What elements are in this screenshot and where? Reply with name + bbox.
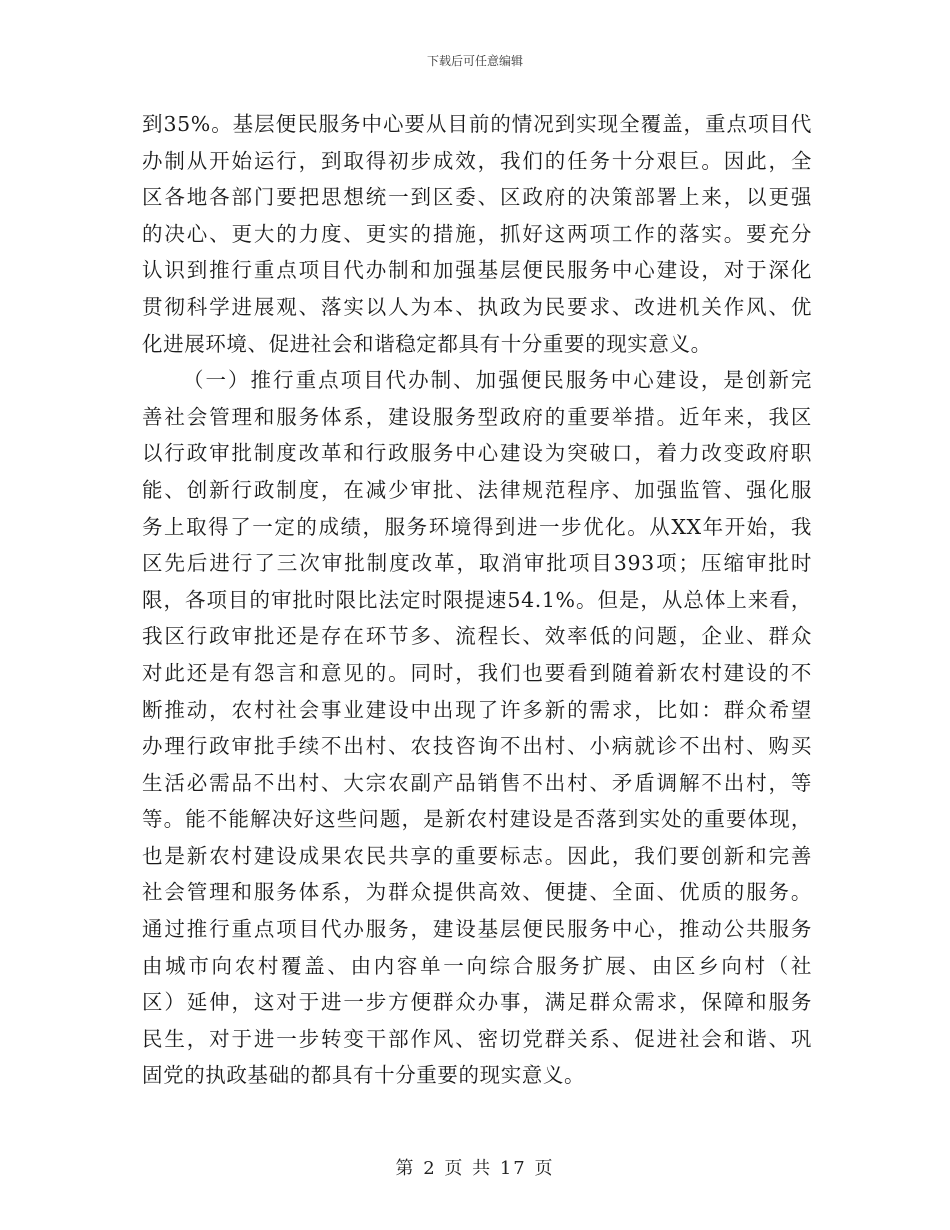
text-line: 对此还是有怨言和意见的。同时，我们也要看到随着新农村建设的不 <box>142 660 812 685</box>
text-line: 务上取得了一定的成绩，服务环境得到进一步优化。从XX年开始，我 <box>142 514 812 539</box>
text-line: 民生，对于进一步转变干部作风、密切党群关系、促进社会和谐、巩 <box>142 1026 812 1051</box>
text-line: 断推动，农村社会事业建设中出现了许多新的需求，比如：群众希望 <box>142 697 812 722</box>
paragraph-start-line: （一）推行重点项目代办制、加强便民服务中心建设，是创新完 <box>183 368 812 393</box>
text-line: 生活必需品不出村、大宗农副产品销售不出村、矛盾调解不出村，等 <box>142 770 812 795</box>
text-line: 通过推行重点项目代办服务，建设基层便民服务中心，推动公共服务 <box>142 917 812 942</box>
text-line: 化进展环境、促进社会和谐稳定都具有十分重要的现实意义。 <box>142 331 712 356</box>
body-text <box>142 106 812 1094</box>
text-line: 我区行政审批还是存在环节多、流程长、效率低的问题，企业、群众 <box>142 624 812 649</box>
text-line: 固党的执政基础的都具有十分重要的现实意义。 <box>142 1063 586 1088</box>
text-line: 办理行政审批手续不出村、农技咨询不出村、小病就诊不出村、购买 <box>142 734 812 759</box>
text-line: 认识到推行重点项目代办制和加强基层便民服务中心建设，对于深化 <box>142 258 812 283</box>
text-line: 由城市向农村覆盖、由内容单一向综合服务扩展、由区乡向村（社 <box>142 953 812 978</box>
text-line: 以行政审批制度改革和行政服务中心建设为突破口，着力改变政府职 <box>142 441 812 466</box>
text-line: 区各地各部门要把思想统一到区委、区政府的决策部署上来，以更强 <box>142 185 812 210</box>
page-number-footer: 第 2 页 共 17 页 <box>395 1158 555 1179</box>
text-line: 也是新农村建设成果农民共享的重要标志。因此，我们要创新和完善 <box>142 843 812 868</box>
text-line: 限，各项目的审批时限比法定时限提速54.1%。但是，从总体上来看， <box>142 587 812 612</box>
page-header: 下载后可任意编辑 <box>426 54 523 68</box>
text-line: 到35%。基层便民服务中心要从目前的情况到实现全覆盖，重点项目代 <box>142 112 812 136</box>
text-line: 能、创新行政制度，在减少审批、法律规范程序、加强监管、强化服 <box>142 477 812 502</box>
text-line: 区先后进行了三次审批制度改革，取消审批项目393项；压缩审批时 <box>142 551 812 576</box>
text-line: 善社会管理和服务体系，建设服务型政府的重要举措。近年来，我区 <box>142 404 812 429</box>
text-line: 社会管理和服务体系，为群众提供高效、便捷、全面、优质的服务。 <box>142 880 812 905</box>
text-line: 的决心、更大的力度、更实的措施，抓好这两项工作的落实。要充分 <box>142 221 812 246</box>
text-line: 办制从开始运行，到取得初步成效，我们的任务十分艰巨。因此，全 <box>142 148 812 173</box>
text-line: 贯彻科学进展观、落实以人为本、执政为民要求、改进机关作风、优 <box>142 294 812 319</box>
text-line: 区）延伸，这对于进一步方便群众办事，满足群众需求，保障和服务 <box>142 990 812 1015</box>
text-line: 等。能不能解决好这些问题，是新农村建设是否落到实处的重要体现， <box>142 807 812 832</box>
